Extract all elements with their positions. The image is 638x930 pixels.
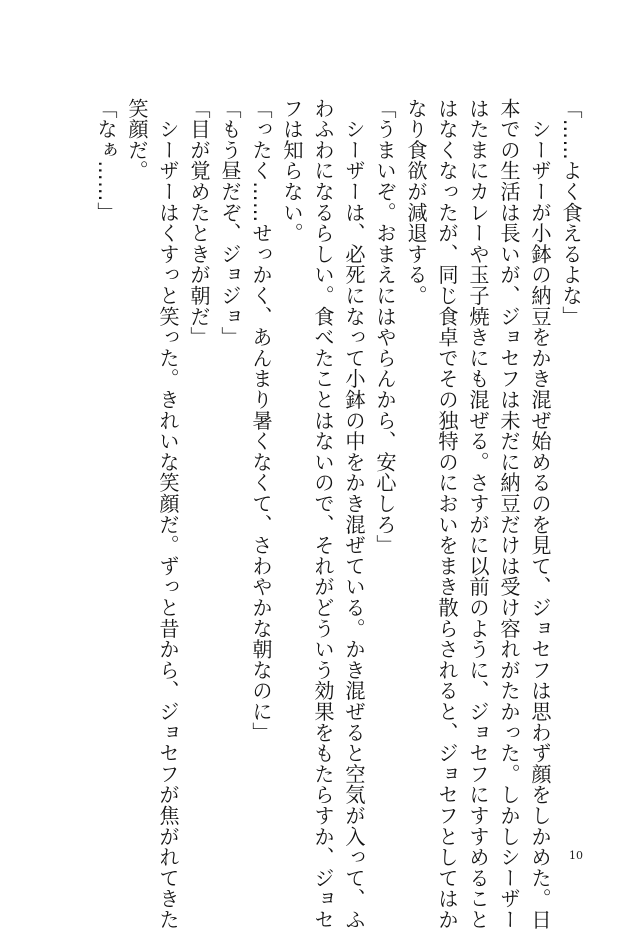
text-line: 本での生活は長いが、ジョセフは未だに納豆だけは受け容れがたかった。しかしシーザー <box>497 98 521 930</box>
text-line: フは知らない。 <box>280 98 304 244</box>
text-line: なり食欲が減退する。 <box>404 98 428 306</box>
text-line: はなくなったが、同じ食卓でその独特のにおいをまき散らされると、ジョセフとしてはか <box>435 98 459 930</box>
text-line: 「ったく……せっかく、あんまり暑くなくて、さわやかな朝なのに」 <box>249 98 273 743</box>
text-line: シーザーは、必死になって小鉢の中をかき混ぜている。かき混ぜると空気が入って、ふ <box>342 98 366 930</box>
text-line: シーザーが小鉢の納豆をかき混ぜ始めるのを見て、ジョセフは思わず顔をしかめた。日 <box>528 98 552 930</box>
text-line: わふわになるらしい。食べたことはないので、それがどういう効果をもたらすか、ジョセ <box>311 98 335 930</box>
text-line: シーザーはくすっと笑った。きれいな笑顔だ。ずっと昔から、ジョセフが焦がれてきた <box>156 98 180 930</box>
text-line: 「なぁ……」 <box>94 98 118 223</box>
text-line: 「目が覚めたときが朝だ」 <box>187 98 211 348</box>
text-line: 笑顔だ。 <box>125 98 149 182</box>
text-line: 「うまいぞ。おまえにはやらんから、安心しろ」 <box>373 98 397 556</box>
text-line: はたまにカレーや玉子焼きにも混ぜる。さすがに以前のように、ジョセフにすすめること <box>466 98 490 930</box>
page-number: 10 <box>569 849 583 862</box>
text-line: 「もう昼だぞ、ジョジョ」 <box>218 98 242 348</box>
text-line: 「……よく食えるよな」 <box>559 98 583 327</box>
